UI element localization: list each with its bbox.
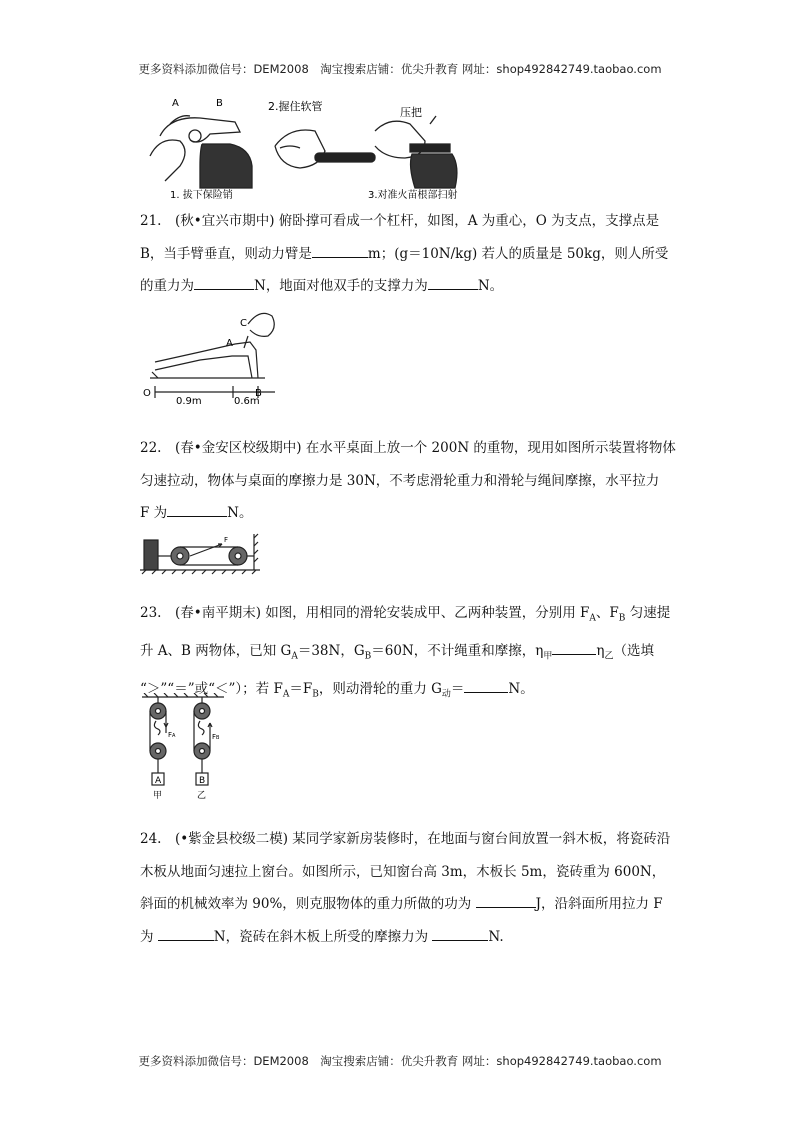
distance-1: 0.9m — [176, 396, 202, 407]
box-a-label: A — [155, 776, 162, 786]
point-c: C — [240, 318, 247, 329]
answer-blank[interactable] — [312, 241, 368, 258]
answer-blank[interactable] — [167, 500, 227, 517]
label-a: A — [172, 98, 179, 109]
page-header: 更多资料添加微信号：DEM2008 淘宝搜索店铺：优尖升教育 网址：shop492842749.taobao.com — [138, 62, 662, 76]
yi-label: 乙 — [197, 791, 207, 801]
point-b: B — [255, 388, 262, 399]
answer-blank[interactable] — [552, 638, 596, 655]
distance-2: 0.6m — [234, 396, 260, 407]
question-23: 23. (春•南平期末) 如图，用相同的滑轮安装成甲、乙两种装置，分别用 $F_A$、$F_B$ 匀速提 升 A、B 两物体，已知 $G_A=38N$，$G_B=60N$，不计绳重和摩擦，$\eta_甲$ $\eta_乙$（选填 “＞”“＝”或“＜”）；若 $F_A=F_B$，则动滑轮的重力 $G_动= N$。 — [140, 605, 671, 701]
question-22: 22. (春•金安区校级期中) 在水平桌面上放一个 200N 的重物，现用如图所示装置将物体 匀速拉动，物体与桌面的摩擦力是 30N，不考虑滑轮重力和滑轮与绳间摩擦，水平拉力 F 为 N。 — [140, 440, 676, 521]
force-fb-label: FB — [212, 733, 220, 741]
answer-blank[interactable] — [428, 273, 478, 290]
box-b-label: B — [199, 776, 206, 786]
force-fa-label: FA — [168, 731, 176, 739]
answer-blank[interactable] — [158, 924, 214, 941]
question-21: 21. (秋•宜兴市期中) 俯卧撑可看成一个杠杆，如图，A 为重心，O 为支点，支撑点是 B，当手臂垂直，则动力臂是 m；(g＝10N/kg) 若人的质量是 50kg，则人所受 的重力为 N，地面对他双手的支撑力为 N。 — [140, 213, 669, 294]
answer-blank[interactable] — [476, 891, 536, 908]
step2-label: 2.握住软管 — [268, 100, 323, 113]
pulley-horizontal-figure — [140, 532, 266, 576]
answer-blank[interactable] — [194, 273, 254, 290]
point-a: A — [226, 338, 233, 349]
pulley-systems-figure — [140, 693, 230, 803]
answer-blank[interactable] — [432, 924, 488, 941]
question-24: 24. (•紫金县校级二模) 某同学家新房装修时，在地面与窗台间放置一斜木板，将瓷砖沿 木板从地面匀速拉上窗台。如图所示，已知窗台高 3m，木板长 5m，瓷砖重为 600N， 斜面的机械效率为 90%，则克服物体的重力所做的功为 J，沿斜面所用拉力 F 为 N，瓷砖在斜木板上所受的摩擦力为 N. — [140, 831, 671, 945]
answer-blank[interactable] — [464, 676, 508, 693]
step1-label: 1. 拔下保险销 — [170, 190, 233, 201]
press-label: 压把 — [400, 106, 422, 119]
point-o: O — [143, 388, 151, 399]
page-footer: 更多资料添加微信号：DEM2008 淘宝搜索店铺：优尖升教育 网址：shop492842749.taobao.com — [138, 1054, 662, 1068]
force-f-label: F — [224, 536, 229, 544]
label-b: B — [216, 98, 223, 109]
jia-label: 甲 — [153, 791, 163, 801]
pushup-figure — [140, 300, 290, 410]
fire-extinguisher-figure — [140, 96, 470, 202]
step3-label: 3.对准火苗根部扫射 — [368, 190, 458, 201]
